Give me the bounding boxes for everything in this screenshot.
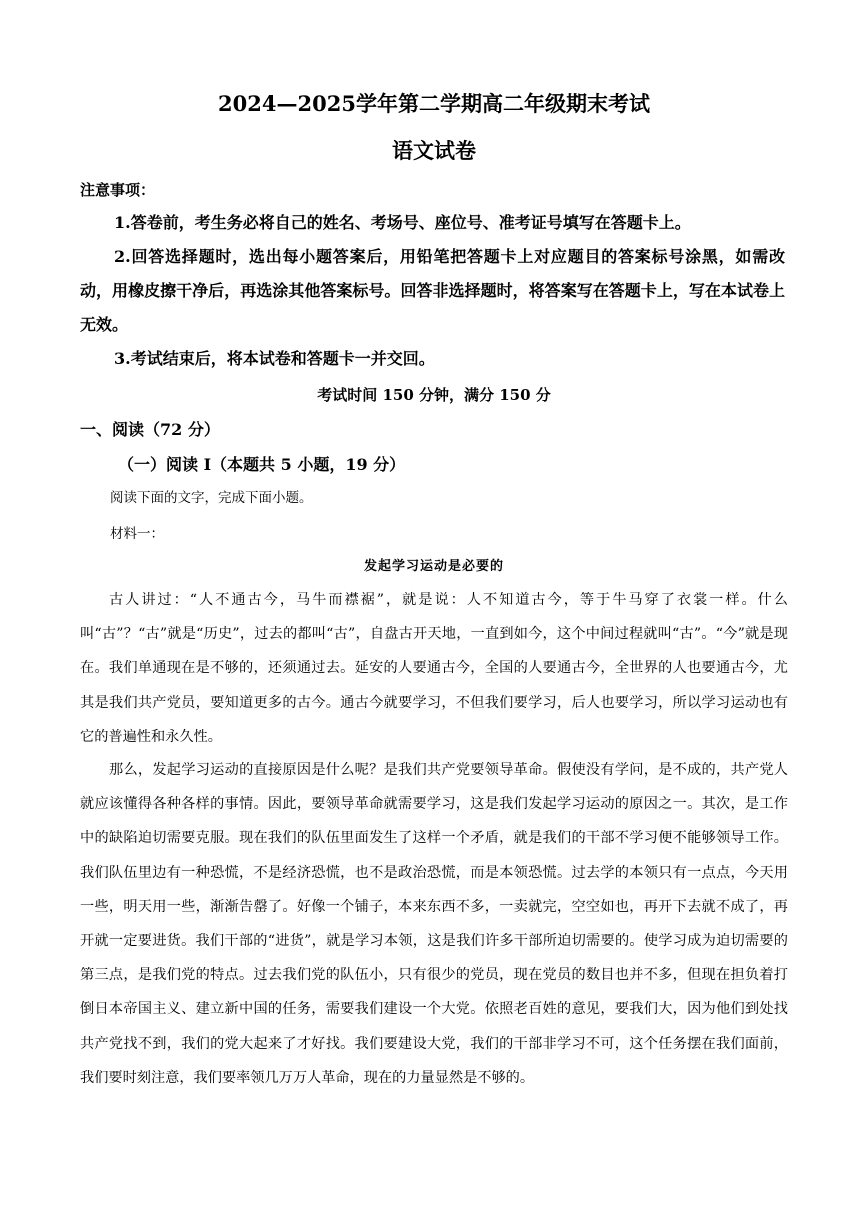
material-label: 材料一： [110, 526, 164, 542]
reading-instruction: 阅读下面的文字，完成下面小题。 [110, 490, 313, 506]
notice-heading: 注意事项： [80, 181, 156, 199]
article-paragraph-2: 那么，发起学习运动的直接原因是什么呢？是我们共产党要领导革命。假使没有学问，是不成的，共产党人就应该懂得各种各样的事情。因此，要领导革命就需要学习，这是我们发起学习运动的原因之一。其次，是工作中的缺陷迫切需要克服。现在我们的队伍里面发生了这样一个矛盾，就是我们的干部不学习便不能够领导工作。我们队伍里边有一种恐慌，不是经济恐慌，也不是政治恐慌，而是本领恐慌。过去学的本领只有一点点，今天用一些，明天用一些，渐渐告罄了。好像一个铺子，本来东西不多，一卖就完，空空如也，再开下去就不成了，再开就一定要进货。我们干部的“进货”，就是学习本领，这是我们许多干部所迫切需要的。使学习成为迫切需要的第三点，是我们党的特点。过去我们党的队伍小，只有很少的党员，现在党员的数目也并不多，但现在担负着打倒日本帝国主义、建立新中国的任务，需要我们建设一个大党。依照老百姓的意见，要我们大，因为他们到处找共产党找不到，我们的党大起来了才好找。我们要建设大党，我们的干部非学习不可，这个任务摆在我们面前，我们要时刻注意，我们要率领几万万人革命，现在的力量显然是不够的。 [80, 762, 788, 1086]
subsection-heading: （一）阅读 I（本题共 5 小题，19 分） [118, 455, 406, 474]
exam-subtitle: 语文试卷 [392, 138, 476, 163]
notice-item-3: 3.考试结束后，将本试卷和答题卡一并交回。 [114, 349, 435, 368]
exam-time-info: 考试时间 150 分钟，满分 150 分 [317, 386, 551, 404]
notice-item-1: 1.答卷前，考生务必将自己的姓名、考场号、座位号、准考证号填写在答题卡上。 [114, 213, 691, 232]
article-paragraph-1: 古人讲过：“人不通古今，马牛而襟裾”，就是说：人不知道古今，等于牛马穿了衣裳一样。什么叫“古”？“古”就是“历史”，过去的都叫“古”，自盘古开天地，一直到如今，这个中间过程就叫“古”。“今”就是现在。我们单通现在是不够的，还须通过去。延安的人要通古今，全国的人要通古今，全世界的人也要通古今，尤其是我们共产党员，要知道更多的古今。通古今就要学习，不但我们要学习，后人也要学习，所以学习运动也有它的普遍性和永久性。 [80, 592, 788, 745]
section-heading: 一、阅读（72 分） [80, 420, 220, 439]
exam-title: 2024—2025学年第二学期高二年级期末考试 [218, 91, 650, 116]
notice-item-2: 2.回答选择题时，选出每小题答案后，用铅笔把答题卡上对应题目的答案标号涂黑，如需改动，用橡皮擦干净后，再选涂其他答案标号。回答非选择题时，将答案写在答题卡上，写在本试卷上无效。 [80, 247, 785, 334]
article-title: 发起学习运动是必要的 [363, 559, 504, 574]
